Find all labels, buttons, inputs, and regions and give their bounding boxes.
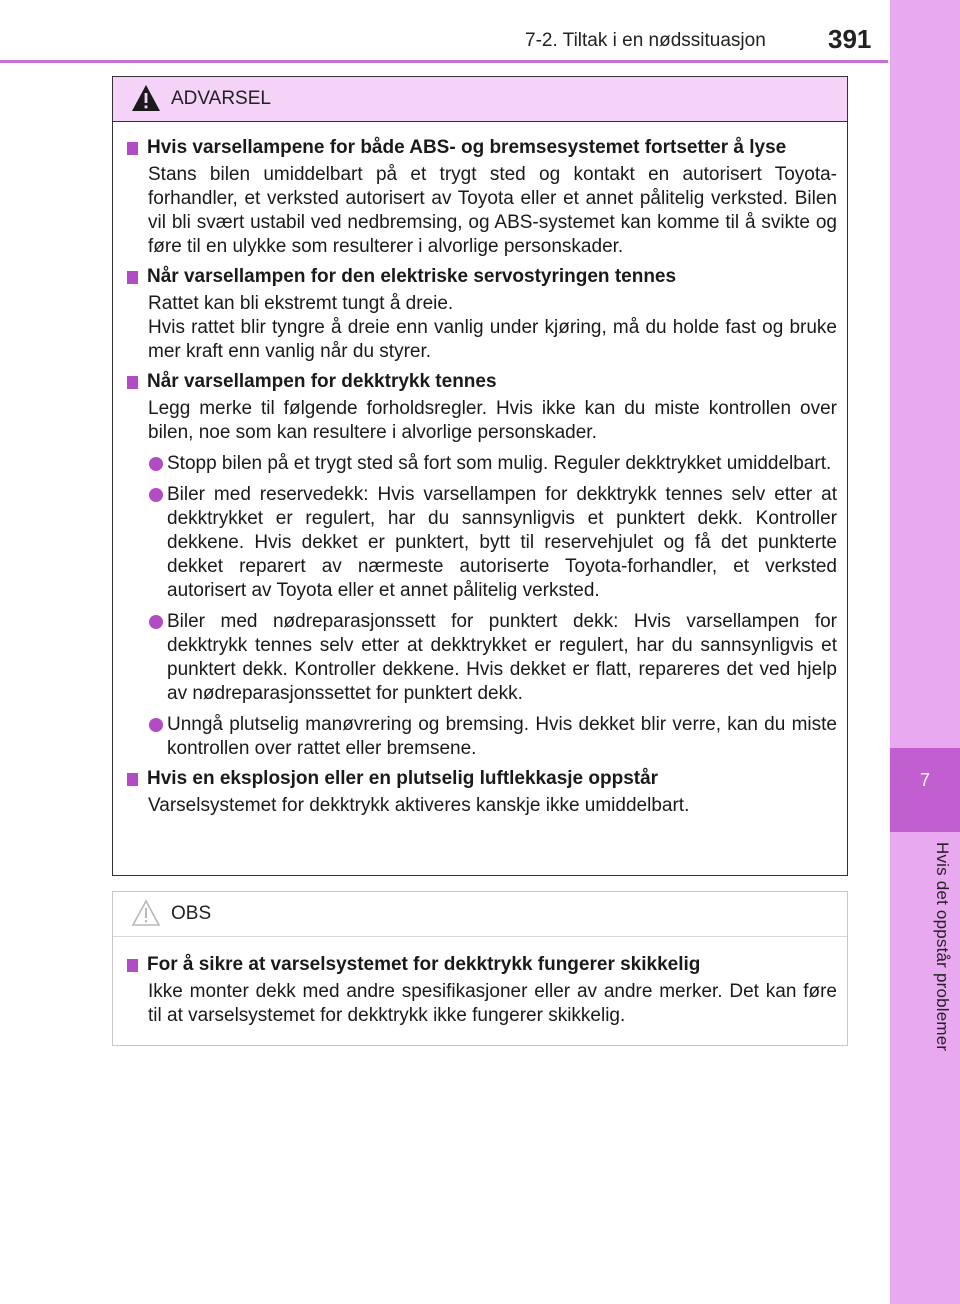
notice-header [113, 892, 847, 937]
warning-text-steering-2: Hvis rattet blir tyngre å dreie enn vanlig under kjøring, må du holde fast og bruke mer kraft enn vanlig når du styrer. [148, 317, 837, 362]
list-item: Biler med nødreparasjonssett for punktert dekk: Hvis varsellampen for dekktrykk tennes selv etter at dekktrykket er regulert, har du sannsynligvis et punktert dekk. Kontroller dekkene. Hvis dekket er flatt, repareres det ved hjelp av nødreparasjonssettet for punktert dekk. [123, 610, 837, 706]
chapter-side-tab [890, 0, 960, 1304]
caution-triangle-icon [131, 899, 161, 927]
circle-bullet-icon [149, 615, 163, 629]
warning-heading-abs: Hvis varsellampene for både ABS- og bremsesystemet fortsetter å lyse [123, 135, 837, 161]
notice-text: Ikke monter dekk med andre spesifikasjoner eller av andre merker. Det kan føre til at varselsystemet for dekktrykk ikke fungerer skikkelig. [148, 981, 837, 1026]
notice-title: OBS [171, 903, 212, 924]
chapter-label: Hvis det oppstår problemer [933, 842, 952, 1052]
square-bullet-icon [127, 271, 138, 284]
section-title: 7-2. Tiltak i en nødssituasjon [525, 30, 766, 51]
warning-text-steering-1: Rattet kan bli ekstremt tungt å dreie. [148, 293, 454, 314]
page-number: 391 [828, 24, 872, 54]
warning-text-tire: Legg merke til følgende forholdsregler. Hvis ikke kan du miste kontrollen over bilen, noe som kan resultere i alvorlige personskader. [148, 398, 837, 443]
notice-box [112, 891, 848, 1046]
square-bullet-icon [127, 376, 138, 389]
warning-text-abs: Stans bilen umiddelbart på et trygt sted og kontakt en autorisert Toyota-forhandler, et verksted autorisert av Toyota eller et annet pålitelig verksted. Bilen vil bli svært ustabil ved nedbremsing, og ABS-systemet kan komme til å svikte og føre til en ulykke som resulterer i alvorlige personskader. [148, 164, 837, 257]
warning-heading-tire: Når varsellampen for dekktrykk tennes [123, 369, 837, 395]
warning-heading-steering: Når varsellampen for den elektriske servostyringen tennes [123, 264, 837, 290]
notice-heading: For å sikre at varselsystemet for dekktrykk fungerer skikkelig [123, 952, 837, 978]
circle-bullet-icon [149, 718, 163, 732]
list-item: Stopp bilen på et trygt sted så fort som mulig. Reguler dekktrykket umiddelbart. [123, 452, 837, 476]
warning-text-leak: Varselsystemet for dekktrykk aktiveres kanskje ikke umiddelbart. [148, 795, 690, 816]
header-divider [0, 60, 888, 63]
square-bullet-icon [127, 142, 138, 155]
warning-title: ADVARSEL [171, 88, 271, 109]
warning-header [113, 77, 847, 122]
warning-triangle-icon [131, 84, 161, 112]
circle-bullet-icon [149, 457, 163, 471]
square-bullet-icon [127, 773, 138, 786]
warning-box [112, 76, 848, 876]
list-item: Biler med reservedekk: Hvis varsellampen for dekktrykk tennes selv etter at dekktrykket er regulert, har du sannsynligvis et punktert dekk. Kontroller dekkene. Hvis dekket er punktert, bytt til reservehjulet og få det punkterte dekket reparert av nærmeste autoriserte Toyota-forhandler, et verksted autorisert av Toyota eller et annet pålitelig verksted. [123, 483, 837, 603]
circle-bullet-icon [149, 488, 163, 502]
warning-heading-leak: Hvis en eksplosjon eller en plutselig luftlekkasje oppstår [123, 766, 837, 792]
list-item: Unngå plutselig manøvrering og bremsing. Hvis dekket blir verre, kan du miste kontrollen over rattet eller bremsene. [123, 713, 837, 761]
chapter-number: 7 [919, 770, 930, 790]
square-bullet-icon [127, 959, 138, 972]
